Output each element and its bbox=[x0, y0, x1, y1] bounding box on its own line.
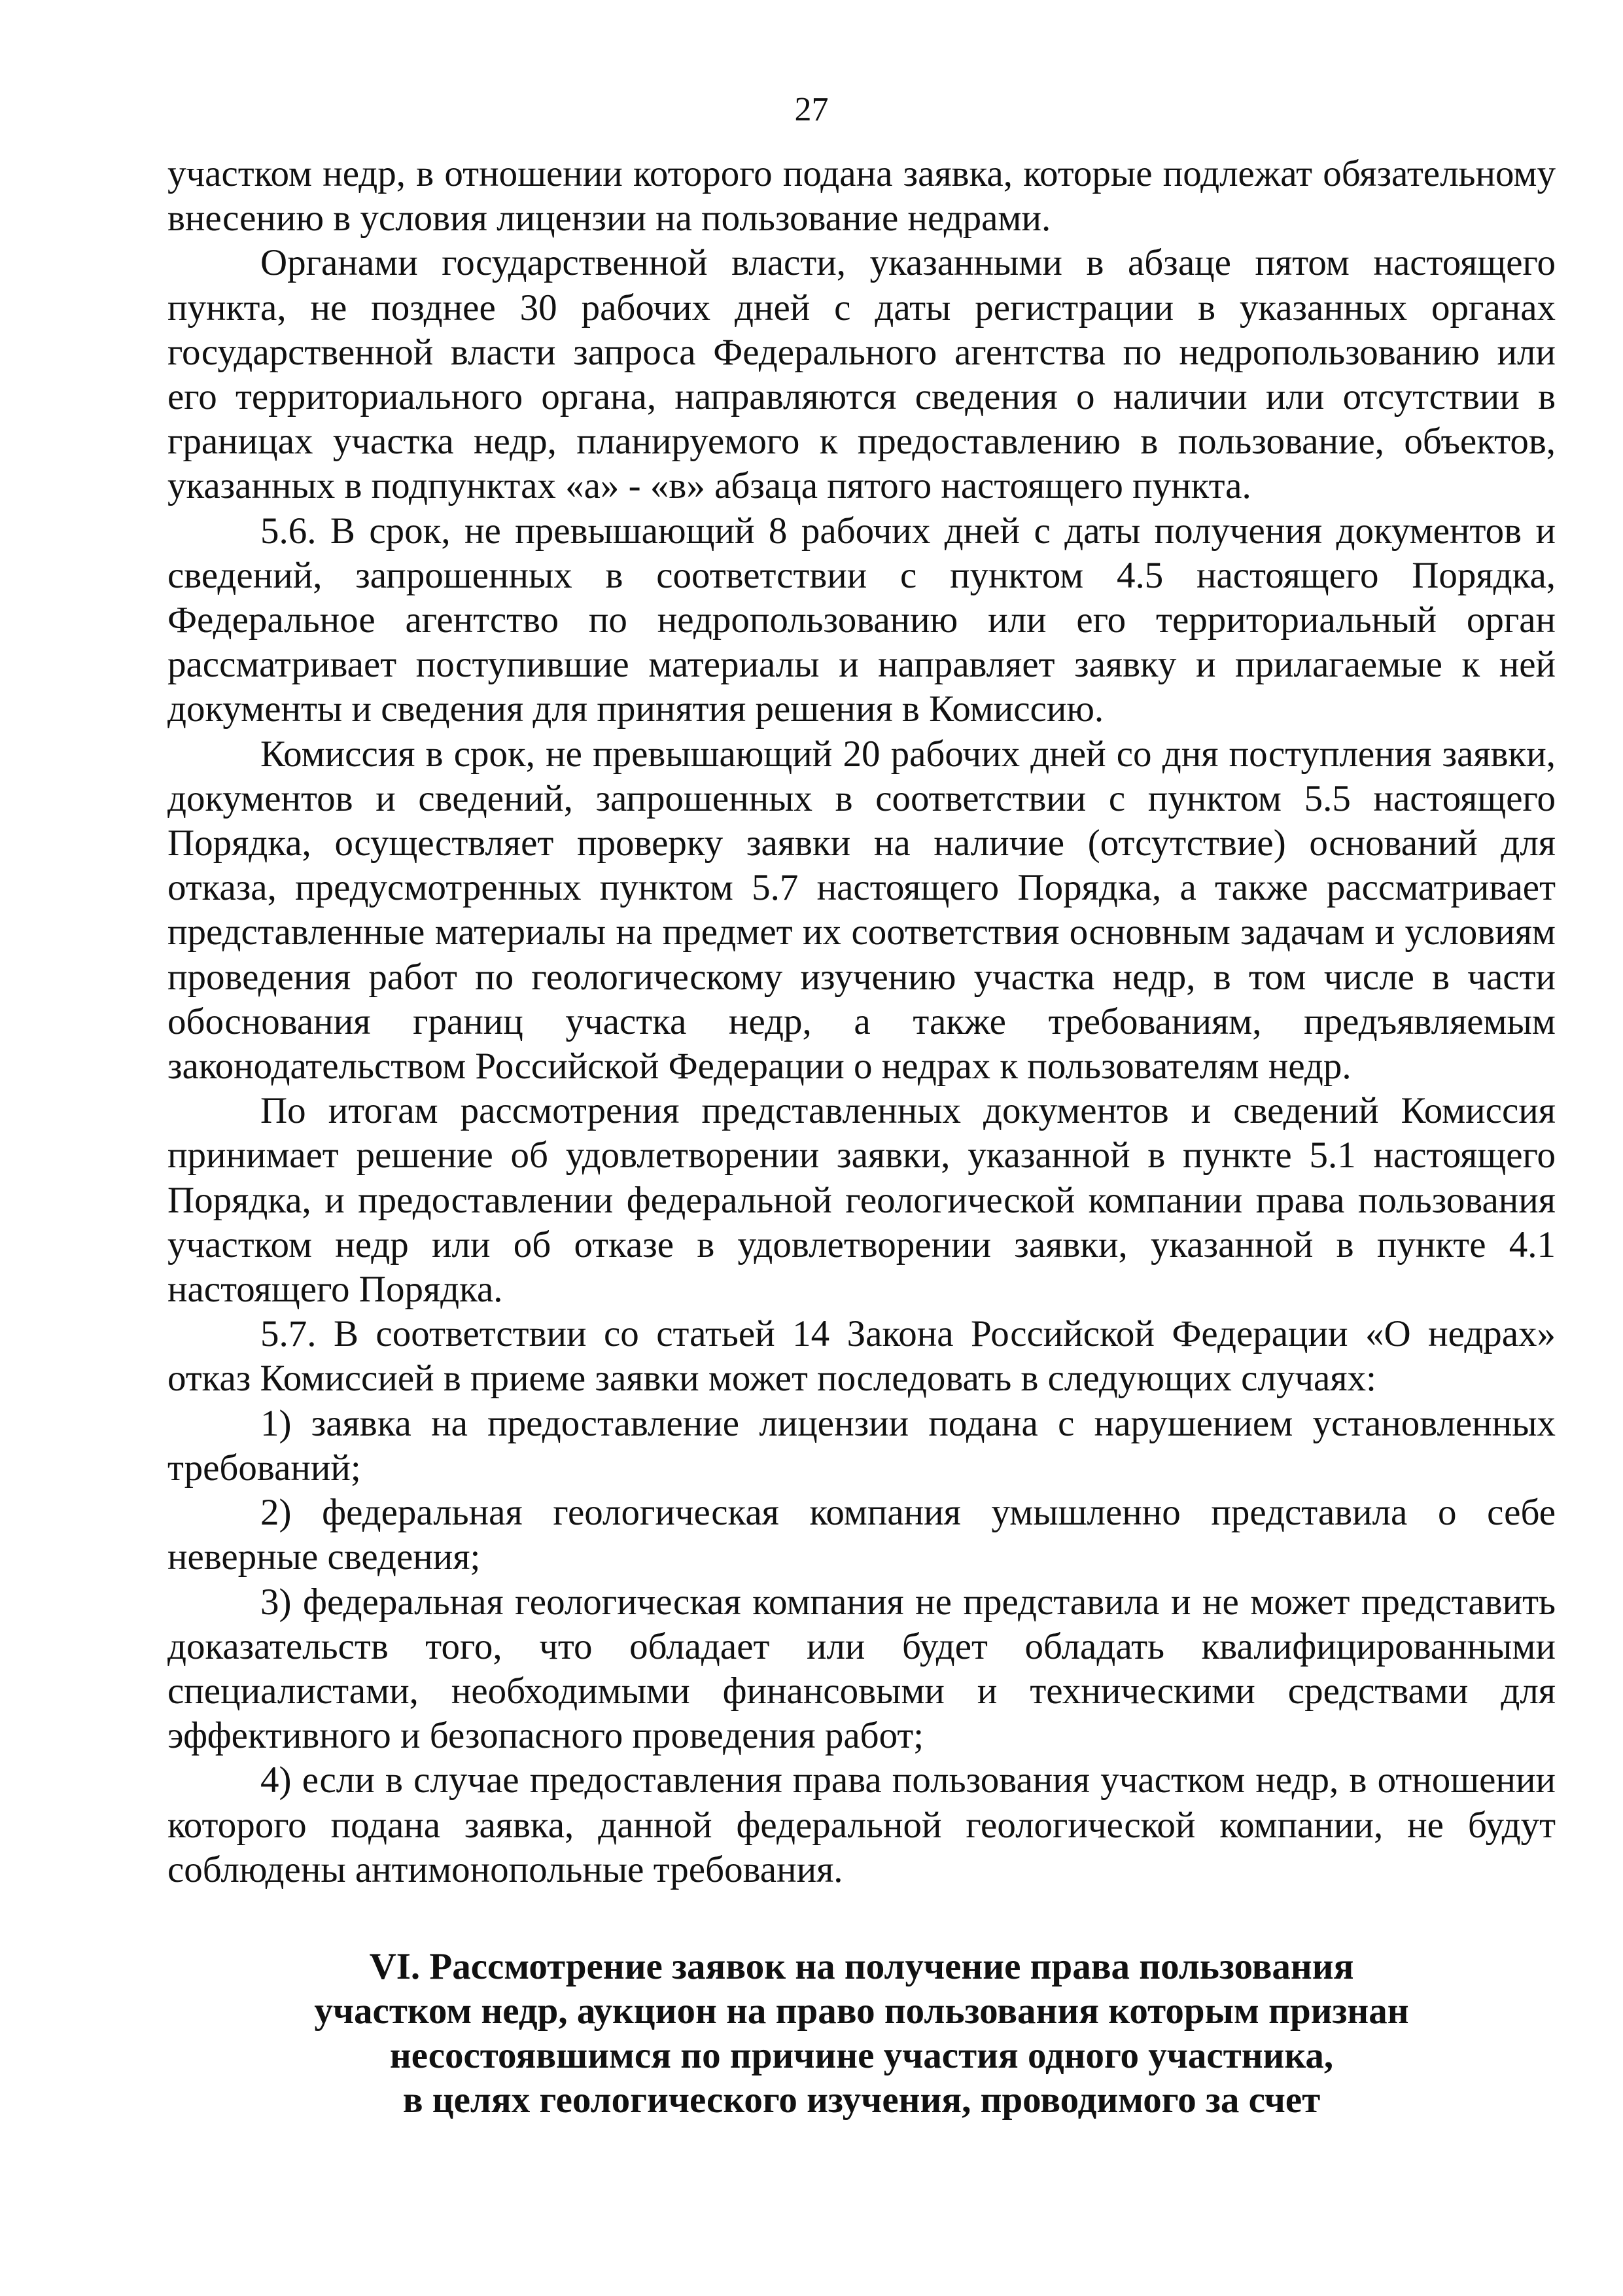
section-heading-line: участком недр, аукцион на право пользования которым признан bbox=[314, 1990, 1409, 2032]
section-heading-line: в целях геологического изучения, проводимого за счет bbox=[402, 2079, 1321, 2121]
document-body bbox=[167, 152, 1556, 1892]
section-heading bbox=[167, 1945, 1556, 2123]
list-item-1: 1) заявка на предоставление лицензии подана с нарушением установленных требований; bbox=[167, 1402, 1556, 1489]
section-heading-line: несостоявшимся по причине участия одного участника, bbox=[389, 2035, 1334, 2076]
list-item-2: 2) федеральная геологическая компания умышленно представила о себе неверные сведения; bbox=[167, 1492, 1556, 1578]
list-item-4: 4) если в случае предоставления права пользования участком недр, в отношении которого подана заявка, данной федеральной геологической компании, не будут соблюдены антимонопольные требования. bbox=[167, 1759, 1556, 1890]
paragraph-5-6: 5.6. В срок, не превышающий 8 рабочих дней с даты получения документов и сведений, запрошенных в соответствии с пунктом 4.5 настоящего Порядка, Федеральное агентство по недропользованию или его территориальный орган рассматривает поступившие материалы и направляет заявку и прилагаемые к ней документы и сведения для принятия решения в Комиссию. bbox=[167, 510, 1556, 730]
paragraph-authorities-response: Органами государственной власти, указанными в абзаце пятом настоящего пункта, не позднее 30 рабочих дней с даты регистрации в указанных органах государственной власти запроса Федерального агентства по недропользованию или его территориального органа, направляются сведения о наличии или отсутствии в границах участка недр, планируемого к предоставлению в пользование, объектов, указанных в подпунктах «а» - «в» абзаца пятого настоящего пункта. bbox=[167, 242, 1556, 507]
page-number: 27 bbox=[794, 91, 829, 128]
section-heading-line: VI. Рассмотрение заявок на получение права пользования bbox=[369, 1946, 1354, 1987]
paragraph-5-7: 5.7. В соответствии со статьей 14 Закона Российской Федерации «О недрах» отказ Комиссией в приеме заявки может последовать в следующих случаях: bbox=[167, 1313, 1556, 1400]
paragraph-commission-decision: По итогам рассмотрения представленных документов и сведений Комиссия принимает решение об удовлетворении заявки, указанной в пункте 5.1 настоящего Порядка, и предоставлении федеральной геологической компании права пользования участком недр или об отказе в удовлетворении заявки, указанной в пункте 4.1 настоящего Порядка. bbox=[167, 1090, 1556, 1311]
paragraph-continuation: участком недр, в отношении которого подана заявка, которые подлежат обязательному внесению в условия лицензии на пользование недрами. bbox=[167, 153, 1556, 239]
list-item-3: 3) федеральная геологическая компания не представила и не может представить доказательств того, что обладает или будет обладать квалифицированными специалистами, необходимыми финансовыми и техническими средствами для эффективного и безопасного проведения работ; bbox=[167, 1581, 1556, 1757]
paragraph-commission-review: Комиссия в срок, не превышающий 20 рабочих дней со дня поступления заявки, документов и сведений, запрошенных в соответствии с пунктом 5.5 настоящего Порядка, осуществляет проверку заявки на наличие (отсутствие) оснований для отказа, предусмотренных пунктом 5.7 настоящего Порядка, а также рассматривает представленные материалы на предмет их соответствия основным задачам и условиям проведения работ по геологическому изучению участка недр, в том числе в части обоснования границ участка недр, а также требованиям, предъявляемым законодательством Российской Федерации о недрах к пользователям недр. bbox=[167, 733, 1556, 1087]
